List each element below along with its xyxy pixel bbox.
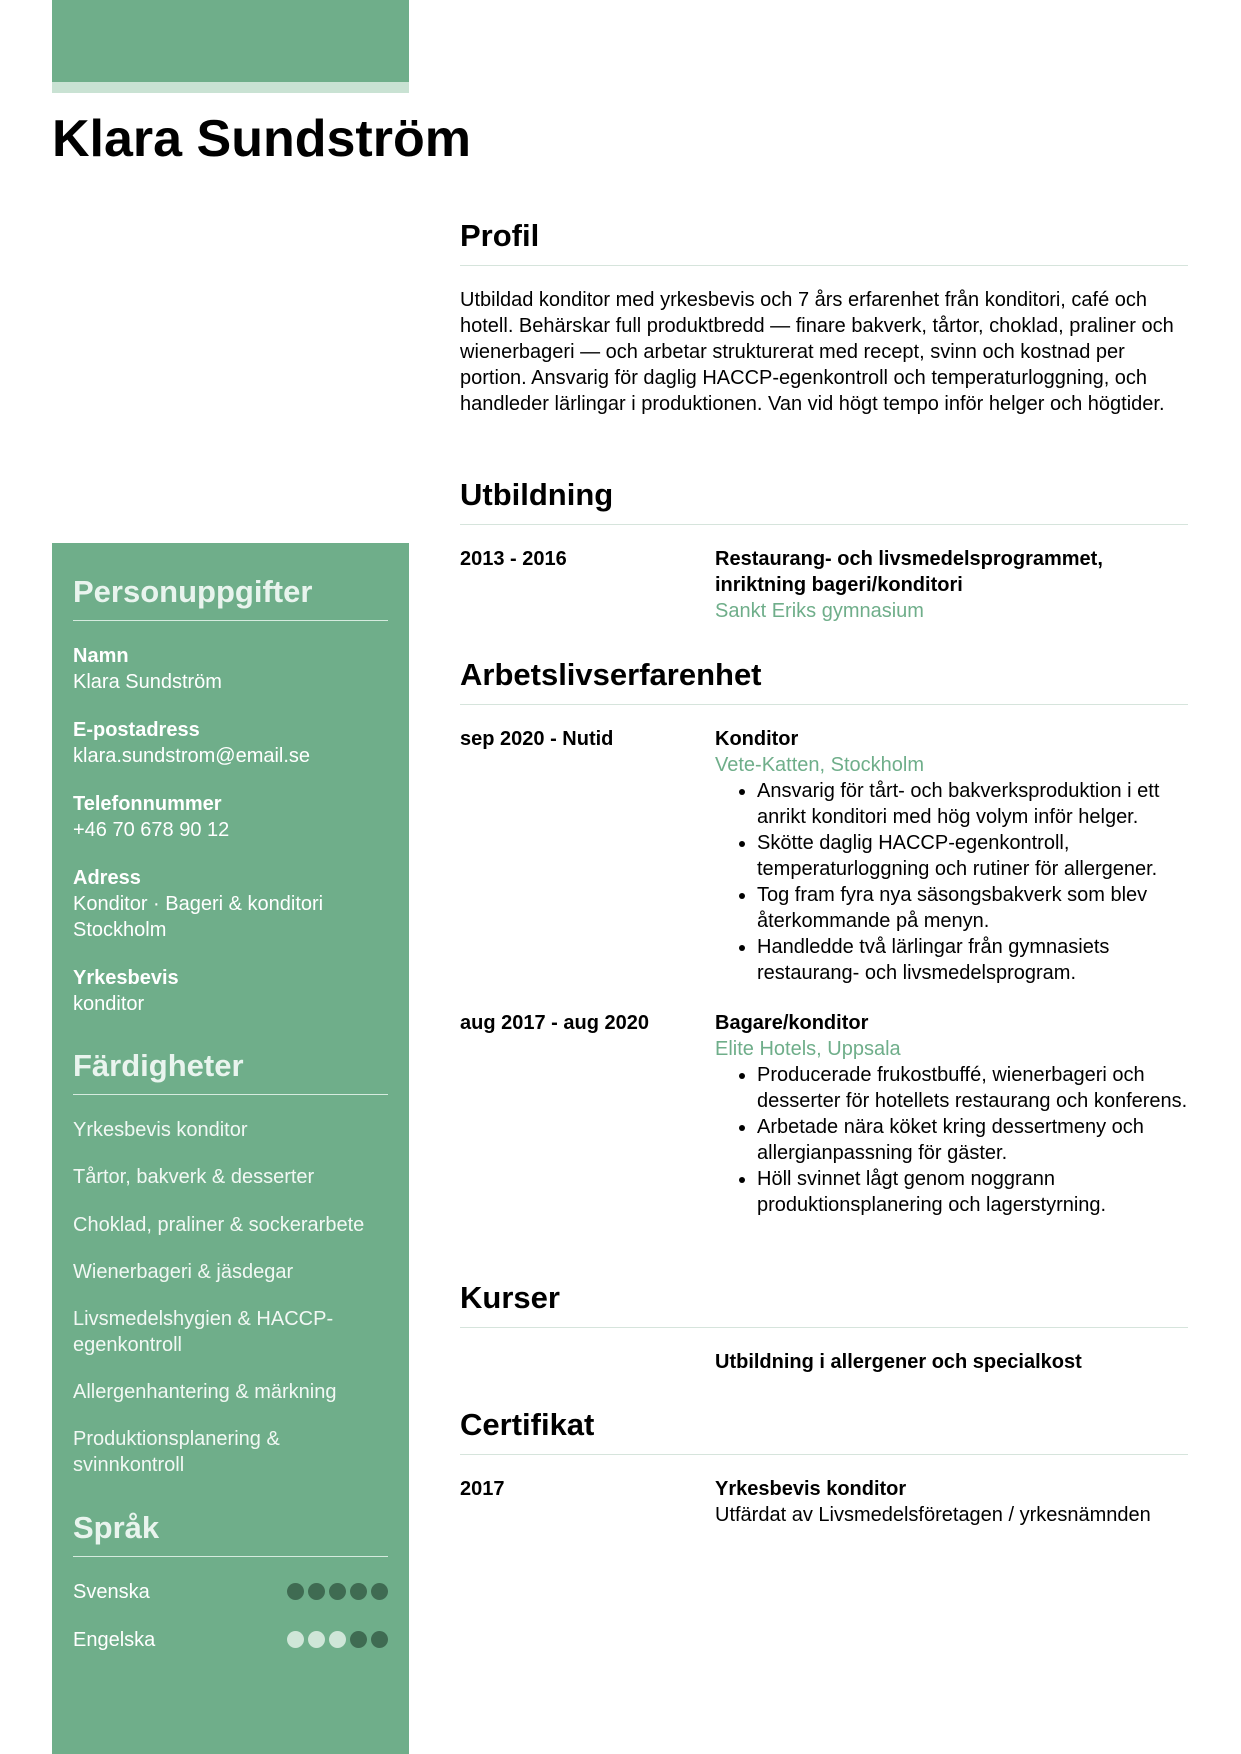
language-row [73, 1579, 388, 1605]
field-label: Adress [73, 867, 141, 889]
certificates-title: Certifikat [460, 1407, 595, 1442]
language-level-dots [287, 1631, 388, 1648]
job-duties [715, 1062, 1188, 1218]
job-employer: Elite Hotels, Uppsala [715, 1038, 901, 1060]
header-accent-bar [52, 0, 409, 82]
field-value: Klara Sundström [73, 671, 222, 693]
language-name: Svenska [73, 1581, 150, 1603]
skills-title: Färdigheter [73, 1048, 244, 1083]
education-date: 2013 - 2016 [460, 548, 567, 570]
skill-item: Livsmedelshygien & HACCP-egenkontroll [73, 1308, 334, 1356]
skill-item: Yrkesbevis konditor [73, 1119, 248, 1141]
job-entry [715, 726, 1188, 986]
job-title: Konditor [715, 728, 799, 750]
job-entry [715, 1010, 1188, 1218]
level-dot-filled [350, 1631, 367, 1648]
field-value: Konditor · Bageri & konditori [73, 893, 324, 915]
job-duty: • Ansvarig för tårt- och bakverksproduktion i ett anrikt konditori med hög volym inför helger. [757, 778, 1188, 830]
candidate-name: Klara Sundström [52, 110, 471, 168]
field-label: Namn [73, 645, 129, 667]
language-level-dots [287, 1583, 388, 1600]
job-duty: • Handledde två lärlingar från gymnasiets restaurang- och livsmedelsprogram. [757, 934, 1188, 986]
course-entry [715, 1349, 1188, 1375]
section-divider [460, 1327, 1188, 1328]
section-divider [460, 1454, 1188, 1455]
job-duty: • Tog fram fyra nya säsongsbakverk som blev återkommande på menyn. [757, 882, 1188, 934]
job-duty: • Arbetade nära köket kring dessertmeny och allergianpassning för gäster. [757, 1114, 1188, 1166]
section-divider [460, 704, 1188, 705]
section-divider [460, 265, 1188, 266]
certificate-issuer: Utfärdat av Livsmedelsföretagen / yrkesnämnden [715, 1504, 1151, 1526]
job-employer: Vete-Katten, Stockholm [715, 754, 925, 776]
skill-item: Choklad, praliner & sockerarbete [73, 1214, 365, 1236]
education-program: Restaurang- och livsmedelsprogrammet, inriktning bageri/konditori [715, 548, 1103, 596]
skills-heading [73, 1046, 388, 1095]
field-value-line2: Stockholm [73, 919, 167, 941]
section-divider [73, 1094, 388, 1095]
language-name: Engelska [73, 1629, 156, 1651]
certificate-entry [715, 1476, 1188, 1528]
job-title: Bagare/konditor [715, 1012, 869, 1034]
level-dot-filled [308, 1583, 325, 1600]
profile-text: Utbildad konditor med yrkesbevis och 7 års erfarenhet från konditori, café och hotell. Behärskar full produktbredd — finare bakverk, tårtor, choklad, praliner och wienerbageri — och arbetar strukturerat med recept, svinn och kostnad per portion. Ansvarig för daglig HACCP-egenkontroll och temperaturloggning, och handleder lärlingar i produktionen. Van vid högt tempo inför helger och högtider. [460, 289, 1174, 415]
field-value: konditor [73, 993, 145, 1015]
section-divider [73, 620, 388, 621]
skill-item: Tårtor, bakverk & desserter [73, 1166, 315, 1188]
certificate-date: 2017 [460, 1478, 505, 1500]
job-duty: • Höll svinnet lågt genom noggrann produktionsplanering och lagerstyrning. [757, 1166, 1188, 1218]
level-dot-filled [329, 1583, 346, 1600]
experience-title: Arbetslivserfarenhet [460, 657, 762, 692]
personal-field-email [73, 717, 388, 769]
level-dot-empty [287, 1631, 304, 1648]
job-duty: • Skötte daglig HACCP-egenkontroll, temperaturloggning och rutiner för allergener. [757, 830, 1188, 882]
education-entry [715, 546, 1188, 624]
level-dot-filled [371, 1631, 388, 1648]
job-duties [715, 778, 1188, 986]
skill-item: Allergenhantering & märkning [73, 1381, 337, 1403]
certificate-title: Yrkesbevis konditor [715, 1478, 907, 1500]
education-school: Sankt Eriks gymnasium [715, 600, 924, 622]
job-date: aug 2017 - aug 2020 [460, 1012, 649, 1034]
section-divider [73, 1556, 388, 1557]
field-label: Yrkesbevis [73, 967, 179, 989]
personal-info-heading [73, 572, 388, 621]
personal-info-title: Personuppgifter [73, 574, 313, 609]
languages-title: Språk [73, 1510, 160, 1545]
field-value: +46 70 678 90 12 [73, 819, 230, 841]
skill-item: Produktionsplanering & svinnkontroll [73, 1428, 280, 1476]
level-dot-filled [350, 1583, 367, 1600]
personal-field-certificate [73, 965, 388, 1017]
profile-title: Profil [460, 218, 540, 253]
job-duty: • Producerade frukostbuffé, wienerbageri och desserter för hotellets restaurang och konferens. [757, 1062, 1188, 1114]
personal-field-phone [73, 791, 388, 843]
section-divider [460, 524, 1188, 525]
header-accent-strip [52, 82, 409, 93]
level-dot-filled [287, 1583, 304, 1600]
languages-heading [73, 1508, 388, 1557]
sidebar [52, 543, 409, 1754]
education-title: Utbildning [460, 477, 614, 512]
course-title: Utbildning i allergener och specialkost [715, 1351, 1082, 1373]
skill-item: Wienerbageri & jäsdegar [73, 1261, 294, 1283]
level-dot-empty [308, 1631, 325, 1648]
language-row [73, 1627, 388, 1653]
personal-field-address [73, 865, 388, 943]
personal-field-name [73, 643, 388, 695]
level-dot-filled [371, 1583, 388, 1600]
job-date: sep 2020 - Nutid [460, 728, 614, 750]
field-label: Telefonnummer [73, 793, 222, 815]
courses-title: Kurser [460, 1280, 560, 1315]
field-value: klara.sundstrom@email.se [73, 745, 311, 767]
level-dot-empty [329, 1631, 346, 1648]
field-label: E-postadress [73, 719, 200, 741]
